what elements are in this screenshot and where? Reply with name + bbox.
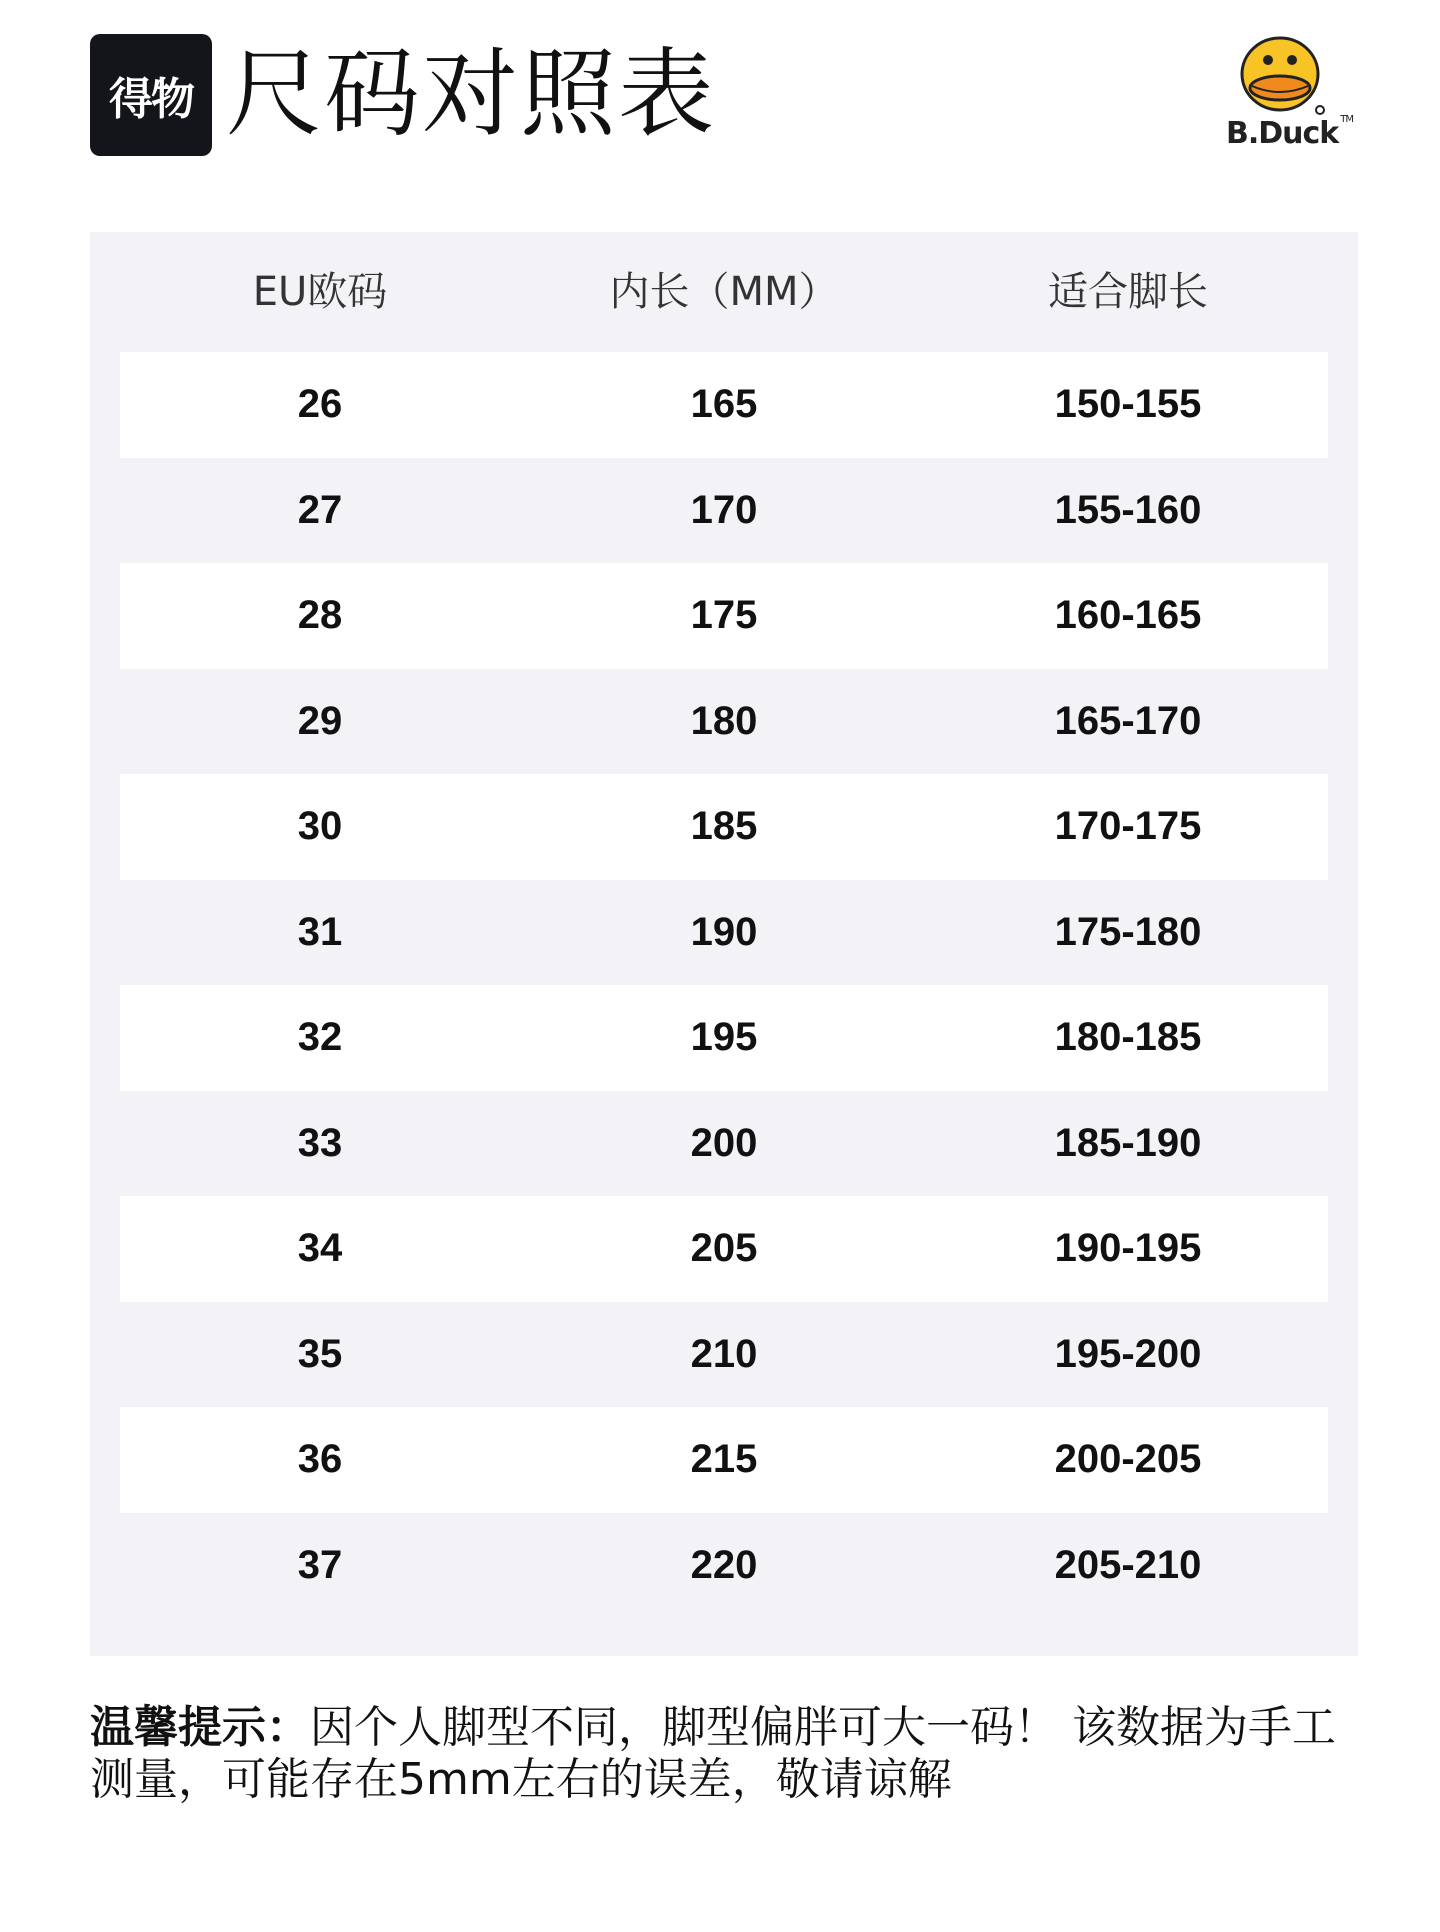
- table-row: [120, 1302, 1328, 1408]
- inner-length-cell: 180: [690, 698, 758, 743]
- dewu-logo-text: 得物: [109, 74, 193, 125]
- foot-length-cell: 175-180: [1054, 909, 1202, 954]
- inner-length-cell: 165: [690, 382, 758, 426]
- foot-length-cell: 195-200: [1054, 1331, 1202, 1376]
- inner-length-cell: 220: [690, 1542, 758, 1587]
- inner-length-cell: 210: [690, 1331, 758, 1376]
- inner-length-cell: 200: [690, 1120, 758, 1165]
- table-row: [120, 1091, 1328, 1197]
- table-row: [120, 880, 1328, 986]
- inner-length-cell: 195: [690, 1015, 758, 1059]
- table-row: [120, 774, 1328, 880]
- table-row: [120, 563, 1328, 669]
- inner-length-cell: 175: [690, 593, 758, 637]
- eu-size-cell: 29: [297, 698, 343, 743]
- eu-size-cell: 26: [297, 382, 343, 426]
- inner-length-cell: 185: [690, 804, 758, 848]
- column-header-inner-length: 内长（MM）: [609, 269, 839, 315]
- table-header-row: [120, 232, 1328, 352]
- foot-length-cell: 185-190: [1054, 1120, 1202, 1165]
- foot-length-cell: 160-165: [1054, 593, 1202, 637]
- table-row: [120, 669, 1328, 775]
- page-title: 尺码对照表: [226, 38, 716, 150]
- duck-icon: [1210, 32, 1350, 122]
- dewu-app-logo: [90, 34, 212, 156]
- inner-length-cell: 170: [690, 487, 758, 532]
- table-row: [120, 1513, 1328, 1619]
- header: [90, 32, 1354, 172]
- table-body: [120, 352, 1328, 1618]
- foot-length-cell: 200-205: [1054, 1437, 1202, 1481]
- eu-size-cell: 35: [297, 1331, 343, 1376]
- column-header-foot-length: 适合脚长: [1048, 269, 1208, 315]
- bduck-brand-logo: [1210, 32, 1354, 162]
- brand-name: B.Duck ™: [1226, 114, 1354, 151]
- eu-size-cell: 31: [297, 909, 343, 954]
- foot-length-cell: 170-175: [1054, 804, 1202, 848]
- table-row: [120, 458, 1328, 564]
- inner-length-cell: 215: [690, 1437, 758, 1481]
- foot-length-cell: 205-210: [1054, 1542, 1202, 1587]
- table-row: [120, 352, 1328, 458]
- table-row: [120, 985, 1328, 1091]
- foot-length-cell: 190-195: [1054, 1226, 1202, 1270]
- eu-size-cell: 33: [297, 1120, 343, 1165]
- foot-length-cell: 165-170: [1054, 698, 1202, 743]
- eu-size-cell: 36: [297, 1437, 343, 1481]
- column-header-eu-size: EU欧码: [252, 269, 388, 315]
- tips-label: 温馨提示：: [90, 1702, 310, 1753]
- inner-length-cell: 205: [690, 1226, 758, 1270]
- table-row: [120, 1196, 1328, 1302]
- eu-size-cell: 30: [297, 804, 343, 848]
- eu-size-cell: 32: [297, 1015, 343, 1059]
- tips-note: [90, 1702, 1360, 1806]
- foot-length-cell: 180-185: [1054, 1015, 1202, 1059]
- eu-size-cell: 28: [297, 593, 343, 637]
- size-chart-table: [90, 232, 1358, 1656]
- inner-length-cell: 190: [690, 909, 758, 954]
- tips-text: 因个人脚型不同，脚型偏胖可大一码！ 该数据为手工测量，可能存在5mm左右的误差，敬请谅解: [90, 1702, 1336, 1805]
- foot-length-cell: 150-155: [1054, 382, 1202, 426]
- eu-size-cell: 27: [297, 487, 343, 532]
- foot-length-cell: 155-160: [1054, 487, 1202, 532]
- eu-size-cell: 37: [297, 1542, 343, 1587]
- table-row: [120, 1407, 1328, 1513]
- eu-size-cell: 34: [297, 1226, 343, 1270]
